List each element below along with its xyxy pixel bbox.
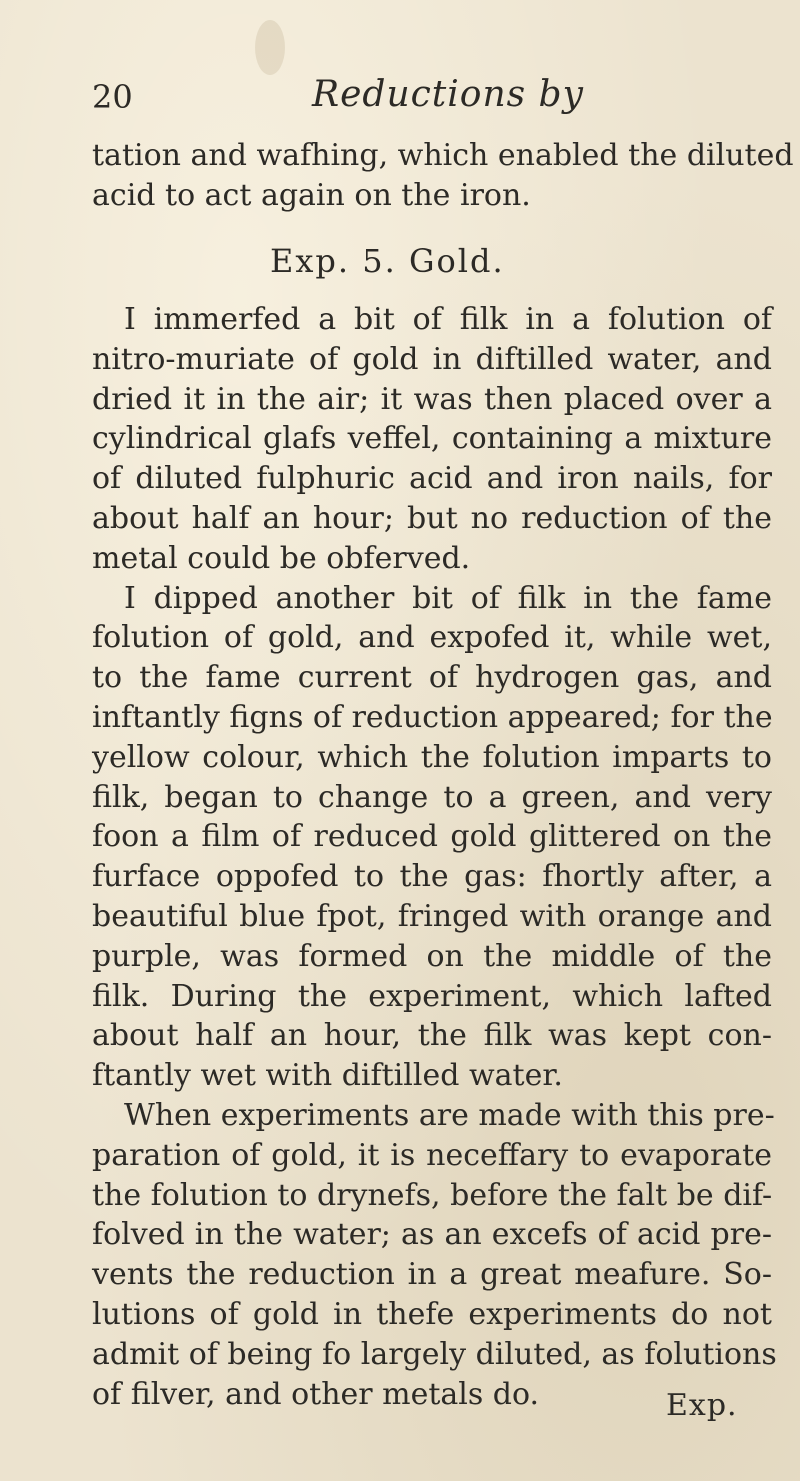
body-text <box>92 300 777 1414</box>
heading-title: Gold. <box>408 242 505 280</box>
text-line: paration of gold, it is neceffary to evaporate <box>92 1137 772 1173</box>
page-number: 20 <box>92 78 133 116</box>
text-line: to the fame current of hydrogen gas, and <box>92 660 772 696</box>
text-line: acid to act again on the iron. <box>92 177 531 213</box>
text-line: ftantly wet with diftilled water. <box>92 1058 563 1094</box>
text-line: foon a film of reduced gold glittered on the <box>92 819 772 855</box>
page-header <box>0 66 800 126</box>
text-line: of filver, and other metals do. <box>92 1376 540 1412</box>
text-line: I dipped another bit of filk in the fame <box>124 580 772 616</box>
text-line: nitro-muriate of gold in diftilled water, and <box>92 341 772 377</box>
text-line: furface oppofed to the gas: fhortly after, a <box>92 859 772 895</box>
text-line: admit of being fo largely diluted, as folutions <box>92 1336 777 1372</box>
text-line: about half an hour; but no reduction of the <box>92 500 772 536</box>
text-line: of diluted fulphuric acid and iron nails, for <box>92 461 772 497</box>
text-line: dried it in the air; it was then placed over a <box>92 381 772 417</box>
text-line: I immerfed a bit of filk in a folution of <box>124 302 772 337</box>
running-head: Reductions by <box>312 74 584 115</box>
text-line: vents the reduction in a great meafure. So- <box>92 1257 772 1293</box>
section-heading <box>270 242 505 280</box>
text-line: beautiful blue fpot, fringed with orange and <box>92 898 772 934</box>
text-line: tation and wafhing, which enabled the diluted <box>92 138 794 173</box>
catchword: Exp. <box>666 1388 738 1423</box>
text-line: lutions of gold in thefe experiments do not <box>92 1296 772 1332</box>
text-line: the folution to drynefs, before the falt be dif- <box>92 1177 773 1213</box>
text-line: purple, was formed on the middle of the <box>92 938 772 974</box>
text-line: metal could be obferved. <box>92 540 471 576</box>
text-line: filk. During the experiment, which lafted <box>92 978 772 1014</box>
heading-prefix: Exp. 5. <box>270 242 397 280</box>
text-line: inftantly figns of reduction appeared; for the <box>92 699 773 735</box>
text-line: filk, began to change to a green, and very <box>92 779 772 815</box>
text-line: yellow colour, which the folution imparts to <box>92 739 772 775</box>
intro-paragraph <box>92 136 794 216</box>
text-line: cylindrical glafs veffel, containing a mixture <box>92 421 772 457</box>
text-line: When experiments are made with this pre- <box>124 1097 775 1133</box>
text-line: folution of gold, and expofed it, while wet, <box>92 620 772 656</box>
text-line: folved in the water; as an excefs of acid pre- <box>92 1217 772 1253</box>
text-line: about half an hour, the filk was kept con- <box>92 1018 772 1054</box>
